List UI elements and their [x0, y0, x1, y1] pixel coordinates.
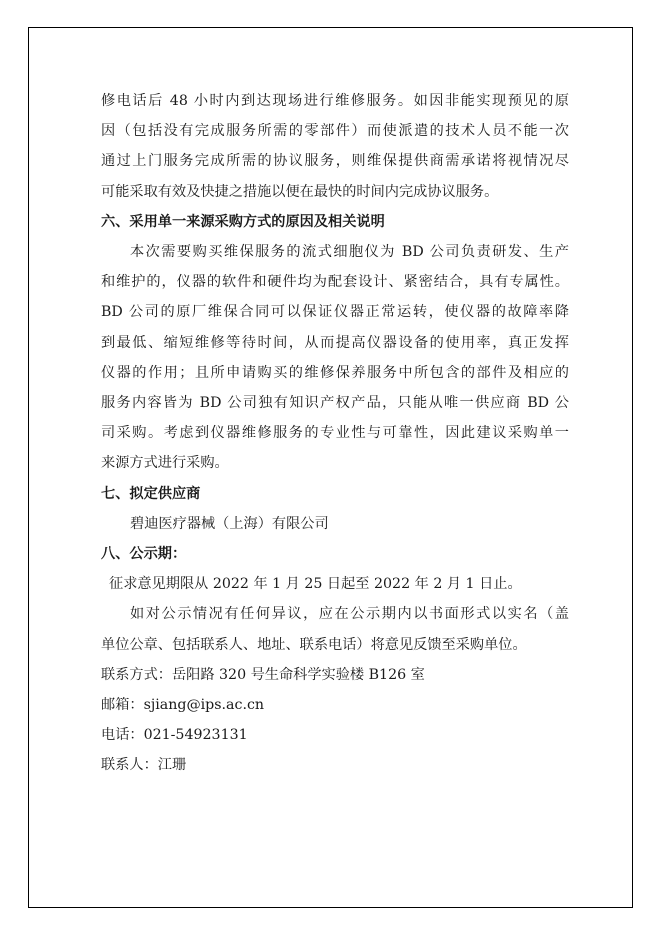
contact-method: 联系方式：岳阳路 320 号生命科学实验楼 B126 室 [101, 666, 425, 683]
paragraph-line: 如对公示情况有任何异议，应在公示期内以书面形式以实名（盖 [130, 606, 569, 623]
section7 [101, 479, 569, 539]
paragraph-line: 来源方式进行采购。 [101, 455, 229, 472]
section5-continuation [101, 86, 569, 207]
document-body [101, 86, 569, 781]
paragraph-line: 本次需要购买维保服务的流式细胞仪为 BD 公司负责研发、生产 [130, 244, 569, 261]
publicity-period: 征求意见期限从 2022 年 1 月 25 日起至 2022 年 2 月 1 日止。 [109, 576, 522, 593]
paragraph-line: 单位公章、包括联系人、地址、联系电话）将意见反馈至采购单位。 [101, 636, 527, 653]
paragraph-line: 到最低、缩短维修等待时间，从而提高仪器设备的使用率，真正发挥 [101, 334, 569, 351]
section-heading: 八、公示期： [101, 546, 187, 563]
contact-person: 联系人：江珊 [101, 757, 187, 774]
paragraph-line: 因（包括没有完成服务所需的零部件）而使派遣的技术人员不能一次 [101, 123, 569, 140]
paragraph-line: 和维护的，仪器的软件和硬件均为配套设计、紧密结合，具有专属性。 [101, 274, 569, 291]
paragraph-line: 可能采取有效及快捷之措施以便在最快的时间内完成协议服务。 [101, 183, 499, 200]
section-heading: 六、采用单一来源采购方式的原因及相关说明 [101, 213, 385, 230]
paragraph-line: 服务内容皆为 BD 公司独有知识产权产品，只能从唯一供应商 BD 公 [101, 395, 569, 412]
section-heading: 七、拟定供应商 [101, 485, 201, 502]
section8 [101, 539, 569, 781]
paragraph-line: 通过上门服务完成所需的协议服务，则维保提供商需承诺将视情况尽 [101, 153, 569, 170]
supplier-name: 碧迪医疗器械（上海）有限公司 [130, 515, 329, 532]
section6 [101, 207, 569, 479]
paragraph-line: 仪器的作用；且所申请购买的维修保养服务中所包含的部件及相应的 [101, 364, 569, 381]
paragraph-line: 司采购。考虑到仪器维修服务的专业性与可靠性，因此建议采购单一 [101, 425, 569, 442]
contact-email: 邮箱：sjiang@ips.ac.cn [101, 697, 265, 714]
paragraph-line: BD 公司的原厂维保合同可以保证仪器正常运转，使仪器的故障率降 [101, 304, 569, 321]
contact-phone: 电话：021-54923131 [101, 727, 248, 744]
paragraph-line: 修电话后 48 小时内到达现场进行维修服务。如因非能实现预见的原 [101, 93, 569, 109]
